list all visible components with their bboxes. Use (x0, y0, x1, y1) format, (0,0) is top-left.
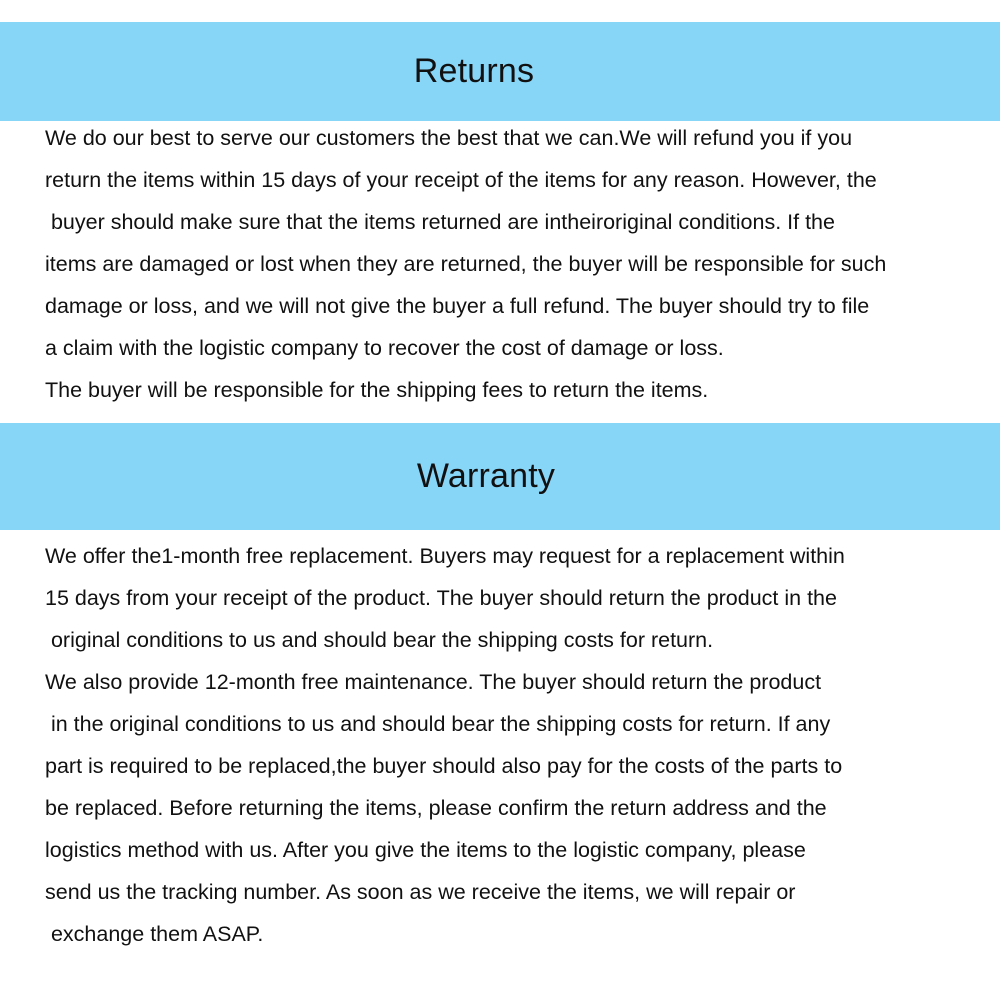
returns-line: items are damaged or lost when they are returned, the buyer will be responsible for such (45, 252, 887, 276)
warranty-line: in the original conditions to us and should bear the shipping costs for return. If any (45, 712, 831, 736)
warranty-line: be replaced. Before returning the items, please confirm the return address and the (45, 796, 827, 820)
warranty-line: logistics method with us. After you give the items to the logistic company, please (45, 838, 806, 862)
warranty-heading: Warranty (416, 457, 556, 495)
warranty-line: We offer the1-month free replacement. Buyers may request for a replacement within (45, 544, 845, 568)
warranty-header-banner (0, 423, 1000, 530)
warranty-line: send us the tracking number. As soon as we receive the items, we will repair or (45, 880, 796, 904)
warranty-line: original conditions to us and should bear the shipping costs for return. (45, 628, 714, 652)
warranty-line: 15 days from your receipt of the product. The buyer should return the product in the (45, 586, 837, 610)
warranty-line: part is required to be replaced,the buyer should also pay for the costs of the parts to (45, 754, 843, 778)
returns-line: buyer should make sure that the items returned are intheiroriginal conditions. If the (45, 210, 835, 234)
warranty-policy-text (45, 535, 995, 955)
returns-line: return the items within 15 days of your receipt of the items for any reason. However, the (45, 168, 877, 192)
returns-line: a claim with the logistic company to recover the cost of damage or loss. (45, 336, 724, 360)
returns-line: The buyer will be responsible for the shipping fees to return the items. (45, 378, 709, 402)
warranty-line: We also provide 12-month free maintenance. The buyer should return the product (45, 670, 822, 694)
warranty-line: exchange them ASAP. (45, 922, 264, 946)
returns-policy-text (45, 117, 995, 411)
returns-heading: Returns (413, 52, 535, 90)
returns-line: damage or loss, and we will not give the buyer a full refund. The buyer should try to file (45, 294, 870, 318)
returns-line: We do our best to serve our customers the best that we can.We will refund you if you (45, 126, 853, 150)
returns-header-banner (0, 22, 1000, 121)
